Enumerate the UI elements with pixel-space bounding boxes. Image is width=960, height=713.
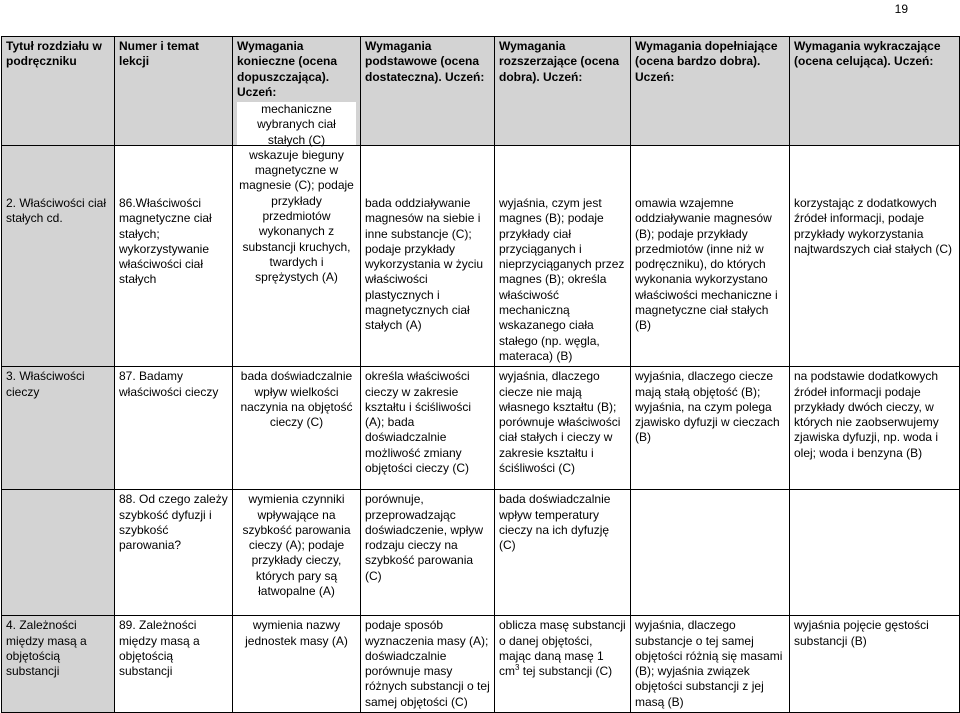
wykraczajace-cell: [790, 367, 960, 490]
wykraczajace-text: na podstawie dodatkowych źródeł informacji podaje przykłady dwóch cieczy, w których nie zaobserwujemy zjawiska dyfuzji, np. woda i olej; woda i benzyna (B): [794, 369, 939, 460]
chapter-cell: [2, 490, 115, 616]
wykraczajace-cell: [790, 490, 960, 616]
header-rozszerzajace: Wymagania rozszerzające (ocena dobra). Uczeń:: [495, 37, 631, 146]
dopelniajace-cell: [631, 146, 790, 367]
lesson-title: 87. Badamy właściwości cieczy: [119, 369, 219, 399]
chapter-title: 4. Zależności między masą a objętością substancji: [6, 618, 87, 679]
table-row: [2, 490, 960, 616]
header-wykraczajace: Wymagania wykraczające (ocena celująca). Uczeń:: [790, 37, 960, 146]
podstawowe-text: określa właściwości cieczy w zakresie kształtu i ściśliwości (A); bada doświadczalnie możliwość zmiany objętości cieczy (C): [365, 369, 472, 476]
wykraczajace-cell: [790, 146, 960, 367]
dopelniajace-cell: [631, 490, 790, 616]
podstawowe-cell: [361, 146, 495, 367]
rozszerzajace-superscript: 3: [515, 663, 520, 673]
rozszerzajace-text: bada doświadczalnie wpływ temperatury cieczy na ich dyfuzję (C): [499, 492, 611, 553]
podstawowe-text: podaje sposób wyznaczenia masy (A); doświadczalnie porównuje masy różnych substancji o tej samej objętości (C): [365, 618, 490, 709]
rozszerzajace-text-start: oblicza masę substancji o danej objętości, mając daną masę 1 cm: [499, 618, 626, 679]
lesson-cell: [115, 146, 233, 367]
rozszerzajace-cell: [495, 616, 631, 713]
lesson-title: 88. Od czego zależy szybkość dyfuzji i szybkość parowania?: [119, 492, 228, 553]
dopelniajace-text: wyjaśnia, dlaczego substancje o tej samej objętości różnią się masami (B); wyjaśnia związek objętości substancji z jej masą (B): [635, 618, 783, 709]
header-dopelniajace: Wymagania dopełniające (ocena bardzo dobra). Uczeń:: [631, 37, 790, 146]
table-row: [2, 367, 960, 490]
konieczne-text: wskazuje bieguny magnetyczne w magnesie (C); podaje przykłady przedmiotów wykonanych z substancji kruchych, twardych i sprężystych (A): [239, 147, 354, 285]
konieczne-text: wymienia czynniki wpływające na szybkość parowania cieczy (A); podaje przykłady cieczy, których pary są łatwopalne (A): [242, 492, 351, 599]
table-row: [2, 146, 960, 367]
dopelniajace-text: wyjaśnia, dlaczego ciecze mają stałą objętość (B); wyjaśnia, na czym polega zjawisko dyfuzji w cieczach (B): [635, 369, 780, 445]
konieczne-text: wymienia nazwy jednostek masy (A): [245, 618, 348, 648]
konieczne-text: bada doświadczalnie wpływ wielkości naczynia na objętość cieczy (C): [240, 369, 353, 430]
podstawowe-text: bada oddziaływanie magnesów na siebie i inne substancje (C); podaje przykłady wykorzystania w życiu właściwości plastycznych i magnetycznych ciał stałych (A): [365, 196, 484, 333]
podstawowe-cell: [361, 367, 495, 490]
chapter-title: 2. Właściwości ciał stałych cd.: [6, 196, 107, 226]
podstawowe-cell: [361, 616, 495, 713]
header-row: [2, 37, 960, 146]
rozszerzajace-text: wyjaśnia, czym jest magnes (B); podaje przykłady ciał przyciąganych i nieprzyciąganych przez magnes (B); określa właściwość mechaniczną wskazanego ciała stałego (np. węgla, materaca) (B): [499, 196, 625, 363]
rozszerzajace-cell: [495, 490, 631, 616]
header-lesson: Numer i temat lekcji: [115, 37, 233, 146]
lesson-cell: [115, 490, 233, 616]
chapter-cell: [2, 616, 115, 713]
header-konieczne-title: Wymagania konieczne (ocena dopuszczająca). Uczeń:: [237, 39, 338, 99]
chapter-cell: [2, 367, 115, 490]
podstawowe-cell: [361, 490, 495, 616]
header-podstawowe: Wymagania podstawowe (ocena dostateczna). Uczeń:: [361, 37, 495, 146]
chapter-cell: [2, 146, 115, 367]
page-number: 19: [894, 2, 908, 16]
rozszerzajace-cell: [495, 367, 631, 490]
table-row: [2, 616, 960, 713]
dopelniajace-cell: [631, 367, 790, 490]
rozszerzajace-text: wyjaśnia, dlaczego ciecze nie mają własnego kształtu (B); porównuje właściwości ciał stałych i cieczy w zakresie kształtu i ściśliwości (C): [499, 369, 621, 476]
dopelniajace-cell: [631, 616, 790, 713]
requirements-table: [1, 36, 960, 713]
rozszerzajace-text-end: tej substancji (C): [519, 664, 613, 679]
wykraczajace-text: korzystając z dodatkowych źródeł informacji, podaje przykłady wykorzystania najtwardszych ciał stałych (C): [794, 196, 953, 256]
podstawowe-text: porównuje, przeprowadzając doświadczenie, wpływ rodzaju cieczy na szybkość parowania (C): [365, 492, 484, 583]
konieczne-cell: [233, 367, 361, 490]
lesson-cell: [115, 616, 233, 713]
lesson-title: 86.Właściwości magnetyczne ciał stałych; wykorzystywanie właściwości ciał stałych: [119, 196, 212, 287]
konieczne-cell: [233, 490, 361, 616]
chapter-title: 3. Właściwości cieczy: [6, 369, 85, 399]
lesson-title: 89. Zależności między masą a objętością substancji: [119, 618, 200, 679]
dopelniajace-text: omawia wzajemne oddziaływanie magnesów (B); podaje przykłady przedmiotów (inne niż w podręczniku), do których wykonania wykorzystano właściwości mechaniczne i magnetyczne ciał stałych (B): [635, 196, 778, 333]
header-chapter: Tytuł rozdziału w podręczniku: [2, 37, 115, 146]
rozszerzajace-cell: [495, 146, 631, 367]
wykraczajace-text: wyjaśnia pojęcie gęstości substancji (B): [794, 618, 929, 648]
wykraczajace-cell: [790, 616, 960, 713]
konieczne-cell: [233, 616, 361, 713]
konieczne-cell: [233, 102, 361, 367]
konieczne-header-continuation: mechaniczne wybranych ciał stałych (C): [237, 102, 356, 148]
lesson-cell: [115, 367, 233, 490]
